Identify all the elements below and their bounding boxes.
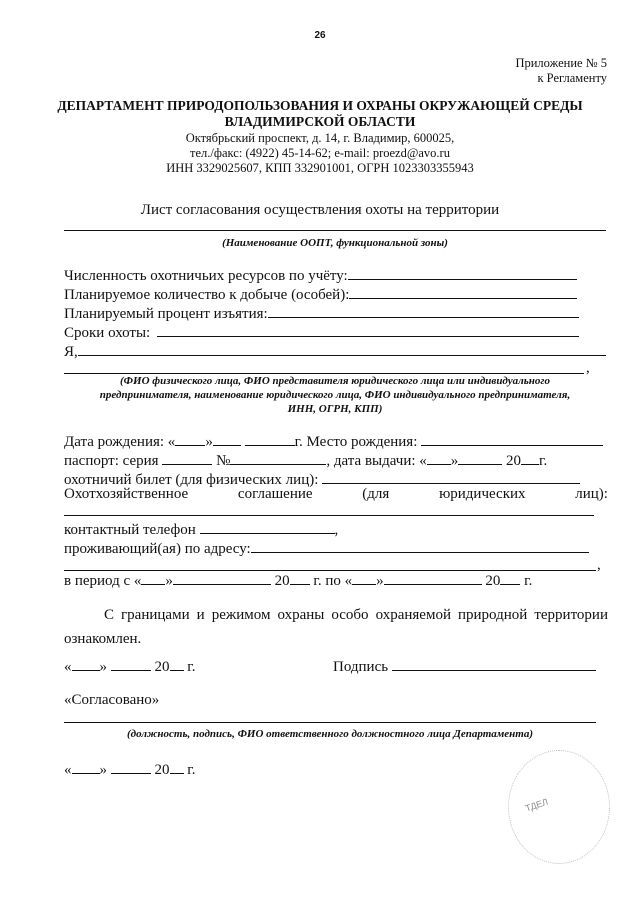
resources-count-row: [64, 266, 577, 285]
official-signature-line[interactable]: [64, 722, 596, 723]
residence-label: проживающий(ая) по адресу:: [64, 541, 251, 557]
department-name-line-1: ДЕПАРТАМЕНТ ПРИРОДОПОЛЬЗОВАНИЯ И ОХРАНЫ ОКРУЖАЮЩЕЙ СРЕДЫ: [57, 98, 583, 113]
contact-phone-comma: ,: [334, 522, 339, 538]
approval-day-field[interactable]: [72, 760, 100, 774]
agreement-word-1: Охотхозяйственное: [64, 486, 189, 502]
person-caption-line-1: (ФИО физического лица, ФИО представителя юридического лица или индивидуального: [120, 375, 550, 387]
period-from-year-field[interactable]: [290, 571, 310, 585]
signature-row: [333, 657, 596, 676]
ack-date-row: [64, 657, 195, 676]
person-caption-line-3: ИНН, ОГРН, КПП): [287, 403, 383, 415]
period-from-month-field[interactable]: [173, 571, 271, 585]
hunt-dates-row: [64, 323, 579, 342]
stamp-impression: [508, 750, 610, 864]
period-to-month-field[interactable]: [384, 571, 482, 585]
phone-row: [64, 520, 338, 539]
page-number: 26: [314, 30, 326, 41]
dob-day-field[interactable]: [175, 432, 205, 446]
department-name: [0, 98, 640, 130]
dob-quote-close: »: [205, 434, 213, 450]
oopt-name-line[interactable]: [64, 230, 606, 231]
birthplace-field[interactable]: [421, 432, 603, 446]
planned-percent-field[interactable]: [268, 304, 579, 318]
dob-label: Дата рождения: «: [64, 434, 176, 450]
approval-year-prefix: 20: [154, 762, 170, 778]
planned-percent-label: Планируемый процент изъятия:: [64, 306, 268, 322]
approval-date-quote-close: »: [99, 762, 107, 778]
agreement-word-2: соглашение: [237, 486, 313, 502]
issue-day-field[interactable]: [427, 451, 451, 465]
ack-day-field[interactable]: [72, 657, 100, 671]
period-from-quote-close: »: [165, 573, 173, 589]
ack-year-suffix: г.: [187, 659, 196, 675]
issue-year-field[interactable]: [521, 451, 539, 465]
oopt-caption: (Наименование ООПТ, функциональной зоны): [222, 237, 448, 249]
passport-row: [64, 451, 547, 470]
passport-number-label: №: [216, 453, 231, 469]
planned-quantity-field[interactable]: [349, 285, 577, 299]
department-phone-email: тел./факс: (4922) 45-14-62; e-mail: proezd@avo.ru: [190, 146, 450, 160]
stamp-text: ТДЕЛ: [524, 796, 550, 814]
approval-month-field[interactable]: [111, 760, 151, 774]
issue-month-field[interactable]: [458, 451, 502, 465]
approval-year-field[interactable]: [170, 760, 184, 774]
dob-month-field[interactable]: [213, 432, 241, 446]
official-caption: (должность, подпись, ФИО ответственного должностного лица Департамента): [126, 728, 534, 740]
issue-year-prefix: 20: [506, 453, 522, 469]
hunting-license-label: охотничий билет (для физических лиц):: [64, 472, 319, 488]
planned-percent-row: [64, 304, 579, 323]
ack-date-open: «: [64, 659, 72, 675]
residence-row: [64, 539, 589, 558]
document-title: Лист согласования осуществления охоты на территории: [140, 202, 500, 218]
signature-label: Подпись: [333, 659, 389, 675]
approval-year-suffix: г.: [187, 762, 196, 778]
issue-date-label: , дата выдачи: «: [326, 453, 427, 469]
agreement-word-4: юридических: [439, 486, 526, 502]
person-caption-line-2: предпринимателя, наименование юридического лица, ФИО индивидуального предпринимателя,: [99, 389, 571, 401]
agreement-field[interactable]: [64, 515, 594, 516]
signature-field[interactable]: [392, 657, 596, 671]
planned-quantity-label: Планируемое количество к добыче (особей):: [64, 287, 350, 303]
approved-label: «Согласовано»: [64, 692, 160, 708]
appendix-line-1: Приложение № 5: [515, 56, 607, 70]
resources-count-label: Численность охотничьих ресурсов по учёту:: [64, 268, 348, 284]
ack-month-field[interactable]: [111, 657, 151, 671]
ack-year-field[interactable]: [170, 657, 184, 671]
department-address: Октябрьский проспект, д. 14, г. Владимир, 600025,: [185, 131, 455, 145]
issue-year-suffix: г.: [539, 453, 548, 469]
planned-quantity-row: [64, 285, 577, 304]
passport-series-label: паспорт: серия: [64, 453, 159, 469]
agreement-word-5: лиц):: [575, 486, 608, 502]
contact-phone-field[interactable]: [200, 520, 335, 534]
resources-count-field[interactable]: [348, 266, 577, 280]
hunt-dates-label: Сроки охоты:: [64, 325, 151, 341]
residence-field[interactable]: [251, 539, 589, 553]
department-name-line-2: ВЛАДИМИРСКОЙ ОБЛАСТИ: [224, 114, 416, 129]
hunting-license-field[interactable]: [322, 470, 580, 484]
appendix-line-2: к Регламенту: [537, 71, 607, 85]
period-to-year-field[interactable]: [500, 571, 520, 585]
issue-quote-close: »: [450, 453, 459, 469]
period-row: [64, 571, 532, 590]
approval-date-row: [64, 760, 195, 779]
appendix-note: [515, 56, 607, 86]
dob-year-field[interactable]: [245, 432, 295, 446]
hunt-dates-field[interactable]: [157, 323, 579, 337]
contact-phone-label: контактный телефон: [64, 522, 196, 538]
agreement-row: [64, 486, 608, 503]
period-from-year-prefix: 20: [274, 573, 290, 589]
period-to-year-suffix: г.: [524, 573, 533, 589]
passport-number-field[interactable]: [230, 451, 326, 465]
period-to-year-prefix: 20: [485, 573, 501, 589]
person-caption: [50, 374, 620, 416]
approval-date-open: «: [64, 762, 72, 778]
applicant-field[interactable]: [78, 342, 606, 356]
ack-date-quote-close: »: [99, 659, 107, 675]
agreement-word-3: (для: [362, 486, 390, 502]
applicant-label: Я,: [64, 344, 78, 360]
residence-comma: ,: [597, 557, 601, 573]
applicant-row: [64, 342, 606, 361]
period-from-day-field[interactable]: [141, 571, 165, 585]
birth-row: [64, 432, 603, 451]
ack-year-prefix: 20: [154, 659, 170, 675]
period-to-day-field[interactable]: [352, 571, 376, 585]
passport-series-field[interactable]: [162, 451, 212, 465]
applicant-comma: ,: [586, 360, 590, 376]
birthplace-label: Место рождения:: [306, 434, 418, 450]
acknowledgement-text: С границами и режимом охраны особо охраняемой природной территории ознакомлен.: [64, 607, 608, 647]
period-to-quote-close: »: [376, 573, 384, 589]
period-to-label: г. по «: [313, 573, 353, 589]
department-ids: ИНН 3329025607, КПП 332901001, ОГРН 1023303355943: [166, 161, 474, 175]
dob-year-suffix: г.: [294, 434, 303, 450]
period-from-label: в период с «: [64, 573, 142, 589]
